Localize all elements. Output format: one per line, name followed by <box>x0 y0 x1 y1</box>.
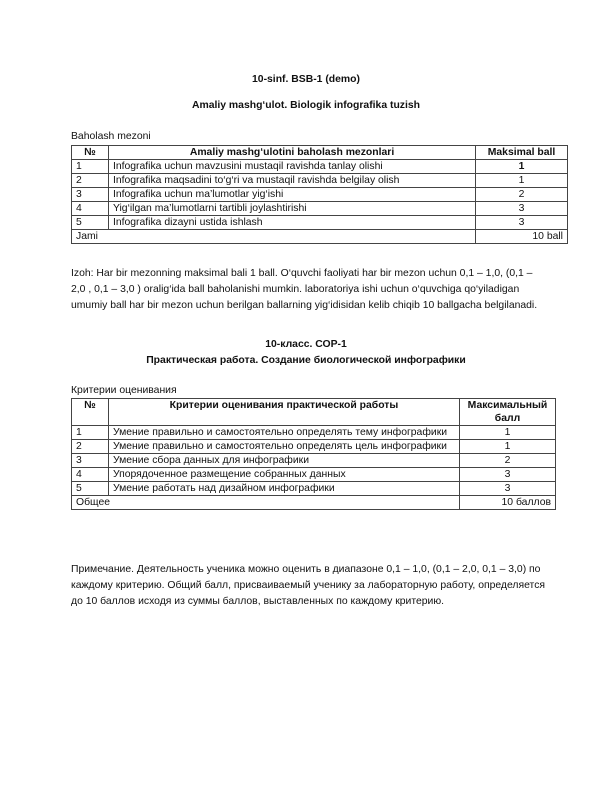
row-criterion: Упорядоченное размещение собранных данных <box>108 468 459 482</box>
row-criterion: Умение работать над дизайном инфографики <box>108 482 459 496</box>
row-number: 5 <box>72 482 109 496</box>
row-score: 3 <box>460 482 556 496</box>
column-header-number: № <box>72 399 109 426</box>
row-criterion: Yig‘ilgan ma’lumotlarni tartibli joylashtirishi <box>108 202 475 216</box>
row-criterion: Умение правильно и самостоятельно определять тему инфографики <box>108 426 459 440</box>
table-total-row <box>72 230 568 244</box>
table-row <box>72 454 556 468</box>
row-score: 1 <box>476 160 568 174</box>
column-header-max-score: Maksimal ball <box>476 146 568 160</box>
column-header-criteria: Критерии оценивания практической работы <box>108 399 459 426</box>
row-number: 3 <box>72 188 109 202</box>
ru-criteria-table <box>71 398 556 510</box>
uz-heading-title: Amaliy mashg‘ulot. Biologik infografika tuzish <box>191 100 421 111</box>
table-row <box>72 468 556 482</box>
row-number: 4 <box>72 468 109 482</box>
row-score: 2 <box>476 188 568 202</box>
table-header-row <box>72 146 568 160</box>
total-value: 10 баллов <box>460 496 556 510</box>
ru-heading-title: Практическая работа. Создание биологической инфографики <box>146 355 466 366</box>
row-number: 1 <box>72 426 109 440</box>
row-score: 2 <box>460 454 556 468</box>
uz-note: Izoh: Har bir mezonning maksimal bali 1 ball. O‘quvchi faoliyati har bir mezon uchun 0,1 – 1,0, (0,1 – 2,0 , 0,1 – 3,0 ) oralig‘ida ball baholanishi mumkin. laboratoriya ishi uchun o‘quvchiga qo‘yiladigan umumiy ball har bir mezon uchun berilgan ballarning yig‘idisidan kelib chiqib 10 ballgacha belgilanadi. <box>71 268 538 311</box>
table-row <box>72 174 568 188</box>
row-number: 1 <box>72 160 109 174</box>
row-score: 3 <box>476 202 568 216</box>
ru-note: Примечание. Деятельность ученика можно оценить в диапазоне 0,1 – 1,0, (0,1 – 2,0, 0,1 – 3,0) по каждому критерию. Общий балл, присваиваемый ученику за лабораторную работу, определяется до 10 баллов исходя из суммы баллов, выставленных по каждому критерию. <box>71 564 546 607</box>
row-number: 3 <box>72 454 109 468</box>
row-score: 1 <box>460 426 556 440</box>
table-row <box>72 160 568 174</box>
total-label: Общее <box>72 496 460 510</box>
row-number: 2 <box>72 440 109 454</box>
row-criterion: Infografika uchun mavzusini mustaqil ravishda tanlay olishi <box>108 160 475 174</box>
column-header-criteria: Amaliy mashg‘ulotini baholash mezonlari <box>108 146 475 160</box>
uz-criteria-label: Baholash mezoni <box>71 131 151 142</box>
uz-criteria-table <box>71 145 568 244</box>
table-row <box>72 216 568 230</box>
row-score: 3 <box>460 468 556 482</box>
row-score: 3 <box>476 216 568 230</box>
table-header-row <box>72 399 556 426</box>
row-number: 5 <box>72 216 109 230</box>
ru-criteria-label: Критерии оценивания <box>71 385 177 396</box>
row-criterion: Infografika uchun ma’lumotlar yig‘ishi <box>108 188 475 202</box>
row-number: 4 <box>72 202 109 216</box>
total-value: 10 ball <box>476 230 568 244</box>
ru-heading-class: 10-класс. СОР-1 <box>265 339 347 350</box>
table-row <box>72 188 568 202</box>
row-criterion: Умение сбора данных для инфографики <box>108 454 459 468</box>
table-row <box>72 426 556 440</box>
table-row <box>72 482 556 496</box>
total-label: Jami <box>72 230 476 244</box>
row-criterion: Infografika dizayni ustida ishlash <box>108 216 475 230</box>
row-criterion: Умение правильно и самостоятельно определять цель инфографики <box>108 440 459 454</box>
table-row <box>72 202 568 216</box>
table-row <box>72 440 556 454</box>
row-score: 1 <box>476 174 568 188</box>
uz-heading-class: 10-sinf. BSB-1 (demo) <box>252 74 360 85</box>
row-number: 2 <box>72 174 109 188</box>
table-total-row <box>72 496 556 510</box>
column-header-number: № <box>72 146 109 160</box>
row-criterion: Infografika maqsadini to‘g‘ri va mustaqil ravishda belgilay olish <box>108 174 475 188</box>
row-score: 1 <box>460 440 556 454</box>
column-header-max-score: Максимальный балл <box>460 399 556 426</box>
